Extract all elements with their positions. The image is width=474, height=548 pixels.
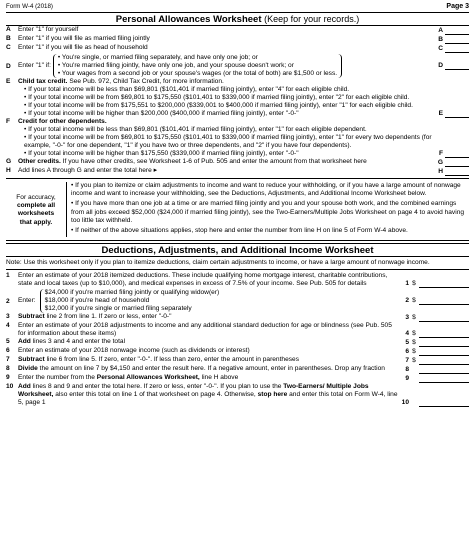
line-h-input[interactable] — [445, 168, 469, 176]
accuracy-label: For accuracy, complete all worksheets that apply. — [16, 194, 56, 226]
line-d-input[interactable] — [445, 62, 469, 70]
line-f-input[interactable] — [445, 150, 469, 158]
line-1: 1 Enter an estimate of your 2018 itemized deductions. These include qualifying home mortgage interest, charitable contributions, state and local taxes (up to $10,000), and medical expenses in excess of 7.5% of your income. See Pub. 505 for details 1 $ — [6, 272, 469, 288]
line-10-input[interactable] — [419, 399, 469, 407]
line-c: C Enter "1" if you will file as head of household C — [6, 44, 469, 53]
line-d: D Enter "1" if: • You're single, or married filing separately, and have only one job; or • You're married filing jointly, have only one job, and your spouse doesn't work; or • Your wages from a second job or your spouse's wages (or the total of both) are $1,500 or less. D — [6, 54, 469, 78]
line-c-input[interactable] — [445, 45, 469, 53]
deductions-worksheet-title: Deductions, Adjustments, and Additional Income Worksheet — [6, 243, 469, 257]
line-b-input[interactable] — [445, 36, 469, 44]
line-g: G Other credits. If you have other credits, see Worksheet 1-6 of Pub. 505 and enter the amount from that worksheet here G — [6, 158, 469, 167]
line-2-input[interactable] — [419, 297, 469, 305]
line-a: A Enter "1" for yourself A — [6, 26, 469, 35]
line-h: H Add lines A through G and enter the total here ▸ H — [6, 167, 469, 176]
line-b: B Enter "1" if you will file as married filing jointly B — [6, 35, 469, 44]
line-f: F Credit for other dependents. • If your total income will be less than $69,801 ($101,401 if married filing jointly), enter "1" for each eligible dependent. • If your total income will be from $69,801 to $175,550 ($101,401 to $339,000 if married filing jointly), enter "1" for every two dependents (for example, "-0-" for one dependent, "1" if you have two or three dependents, and "2" if you have four dependents). • If your total income will be higher than $175,550 ($339,000 if married filing jointly), enter "-0-" F — [6, 118, 469, 158]
page-number: Page 3 — [446, 3, 469, 10]
line-3-input[interactable] — [419, 314, 469, 322]
line-7-input[interactable] — [419, 357, 469, 365]
line-9-input[interactable] — [419, 375, 469, 383]
line-7: 7 Subtract line 6 from line 5. If zero, enter "-0-". If less than zero, enter the amount in parentheses 7 $ — [6, 356, 469, 365]
line-9: 9 Enter the number from the Personal Allowances Worksheet, line H above 9 — [6, 374, 469, 383]
line-2: 2 Enter: $24,000 if you're married filing jointly or qualifying widow(er) $18,000 if you're head of household $12,000 if you're single or married filing separately 2 $ — [6, 289, 469, 313]
line-1-input[interactable] — [419, 280, 469, 288]
accuracy-item-neither: • If neither of the above situations applies, stop here and enter the number from line H on line 5 of Form W-4 above. — [71, 226, 408, 234]
line-5: 5 Add lines 3 and 4 and enter the total 5 $ — [6, 338, 469, 347]
form-name: Form W-4 (2018) — [6, 3, 53, 10]
line-e: E Child tax credit. See Pub. 972, Child Tax Credit, for more information. • If your total income will be less than $69,801 ($101,401 if married filing jointly), enter "4" for each eligible child. • If your total income will be from $69,801 to $175,550 ($101,401 to $339,000 if married filing jointly), enter "2" for each eligible child. • If your total income will be from $175,551 to $200,000 ($339,001 to $400,000 if married filing jointly), enter "1" for each eligible child. • If your total income will be higher than $200,000 ($400,000 if married filing jointly), enter "-0-" E — [6, 78, 469, 118]
line-10: 10 Add lines 8 and 9 and enter the total here. If zero or less, enter "-0-". If you plan to use the Two-Earners/ Multiple Jobs Worksheet, also enter this total on line 1 of that worksheet on page 4. Otherwise, stop here and enter this total on Form W-4, line 5, page 1 10 — [6, 383, 469, 407]
worksheet-note: Note: Use this worksheet only if you plan to itemize deductions, claim certain adjustments to income, or have a large amount of nonwage income. — [6, 257, 469, 270]
personal-allowances-title: Personal Allowances Worksheet (Keep for your records.) — [6, 12, 469, 26]
line-4: 4 Enter an estimate of your 2018 adjustments to income and any additional standard deduction for age or blindness (see Pub. 505 for information about these items) 4 $ — [6, 322, 469, 338]
page-header — [6, 3, 469, 12]
line-6-input[interactable] — [419, 348, 469, 356]
arrow-right-icon: ▸ — [153, 167, 158, 175]
accuracy-item-multiple-jobs: • If you have more than one job at a time or are married filing jointly and you and your spouse both work, and the combined earnings from all jobs exceed $52,000 ($24,000 if married filing jointly), see the Two-Earners/Multiple Jobs Worksheet on page 4 to avoid having too little tax withheld. — [71, 200, 465, 224]
accuracy-item-itemize: • If you plan to itemize or claim adjustments to income and want to reduce your withholding, or if you have a large amount of nonwage income and want to increase your withholding, see the Deductions, Adjustments, and Additional Income Worksheet below. — [71, 182, 461, 198]
line-6: 6 Enter an estimate of your 2018 nonwage income (such as dividends or interest) 6 $ — [6, 347, 469, 356]
line-a-input[interactable] — [445, 27, 469, 35]
line-g-input[interactable] — [445, 159, 469, 167]
line-8: 8 Divide the amount on line 7 by $4,150 and enter the result here. If a negative amount, enter in parentheses. Drop any fraction 8 — [6, 365, 469, 374]
line-3: 3 Subtract line 2 from line 1. If zero or less, enter "-0-" 3 $ — [6, 313, 469, 322]
line-4-input[interactable] — [419, 330, 469, 338]
line-e-input[interactable] — [445, 110, 469, 118]
accuracy-box — [6, 178, 469, 240]
line-8-input[interactable] — [419, 366, 469, 374]
line-5-input[interactable] — [419, 339, 469, 347]
